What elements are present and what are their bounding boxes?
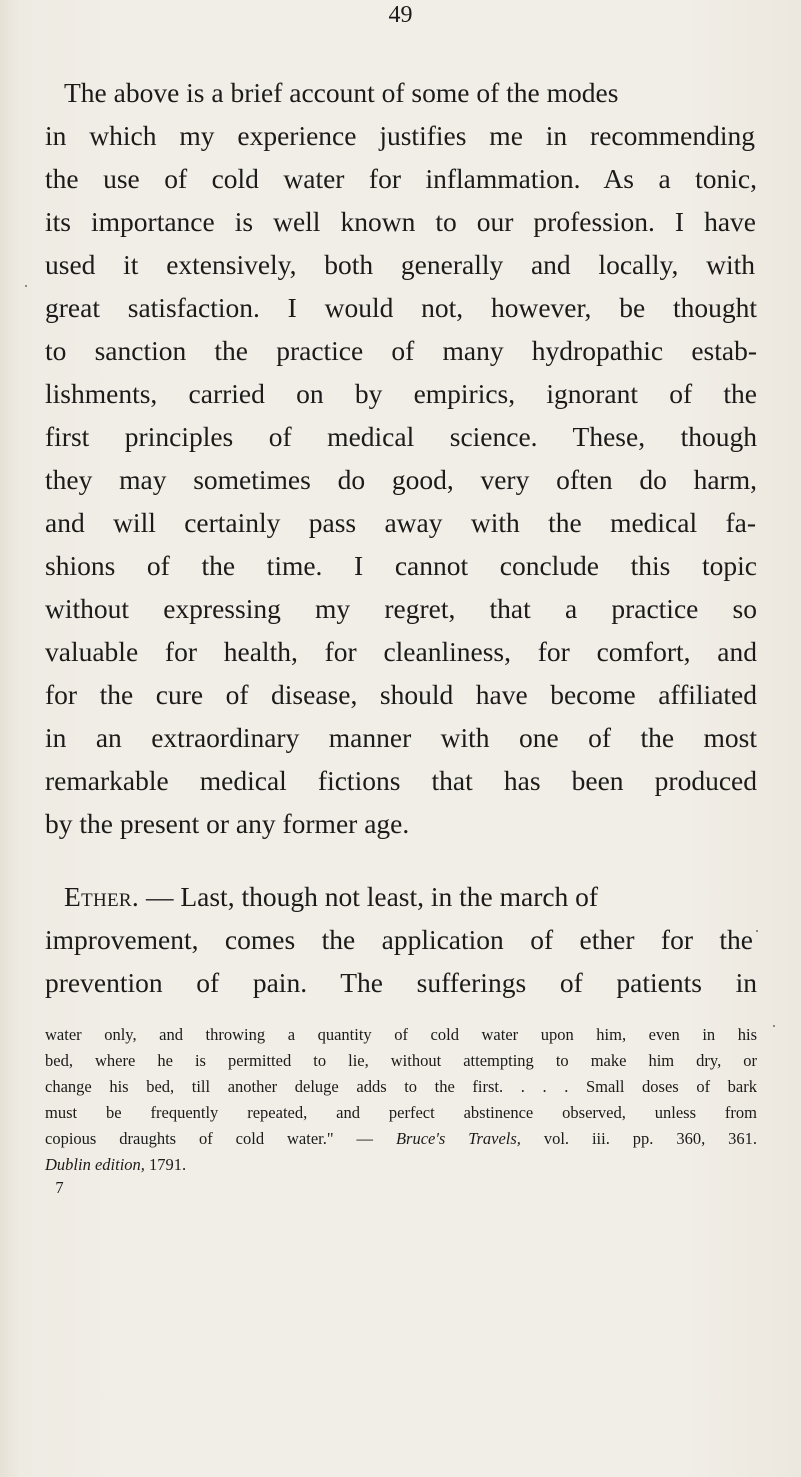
page-number: 49 <box>388 2 413 28</box>
text-line: shions of the time. I cannot conclude this topic <box>45 550 757 581</box>
section-text: — Last, though not least, in the march of <box>139 881 599 912</box>
footnote-line <box>45 1131 757 1148</box>
section-first-line <box>64 883 598 911</box>
text-line: in which my experience justifies me in recommending <box>45 120 755 151</box>
text-line: improvement, comes the application of ether for the <box>45 924 753 955</box>
text-line: used it extensively, both generally and locally, with <box>45 249 755 280</box>
text-line: great satisfaction. I would not, however, be thought <box>45 292 757 323</box>
signature-mark: 7 <box>55 1178 64 1197</box>
scan-speck <box>756 930 758 932</box>
text-line: prevention of pain. The sufferings of patients in <box>45 967 757 998</box>
footnote-source-pages: vol. iii. pp. 360, 361. <box>520 1129 757 1148</box>
footnote-line: change his bed, till another deluge adds to the first. . . . Small doses of bark <box>45 1077 757 1096</box>
text-line: they may sometimes do good, very often do harm, <box>45 464 757 495</box>
footnote-line: bed, where he is permitted to lie, without attempting to make him dry, or <box>45 1051 757 1070</box>
text-line: by the present or any former age. <box>45 808 410 839</box>
footnote-quote-end: copious draughts of cold water." — <box>45 1129 396 1148</box>
section-heading: Ether. <box>64 881 140 912</box>
footnote-line: water only, and throwing a quantity of cold water upon him, even in his <box>45 1025 757 1044</box>
text-line: for the cure of disease, should have become affiliated <box>45 679 757 710</box>
text-line: valuable for health, for cleanliness, for comfort, and <box>45 636 757 667</box>
scan-speck <box>773 1025 775 1027</box>
text-line: first principles of medical science. These, though <box>45 421 757 452</box>
text-line: the use of cold water for inflammation. As a tonic, <box>45 163 757 194</box>
footnote-source-title: Bruce's Travels, <box>395 1129 521 1148</box>
footnote-line: must be frequently repeated, and perfect abstinence observed, unless from <box>45 1103 757 1122</box>
text-line: remarkable medical fictions that has been produced <box>45 765 757 796</box>
footnote-edition: Dublin edition, <box>45 1155 145 1174</box>
text-line: to sanction the practice of many hydropathic estab- <box>45 335 757 366</box>
text-line: and will certainly pass away with the medical fa- <box>45 507 756 538</box>
text-line: its importance is well known to our profession. I have <box>45 206 756 237</box>
text-line: without expressing my regret, that a practice so <box>45 593 757 624</box>
text-line: in an extraordinary manner with one of the most <box>45 722 757 753</box>
footnote-year: 1791. <box>144 1155 187 1174</box>
scan-speck <box>25 285 27 287</box>
text-line: The above is a brief account of some of the modes <box>64 77 619 108</box>
footnote-line <box>45 1157 186 1174</box>
text-line: lishments, carried on by empirics, ignorant of the <box>45 378 757 409</box>
